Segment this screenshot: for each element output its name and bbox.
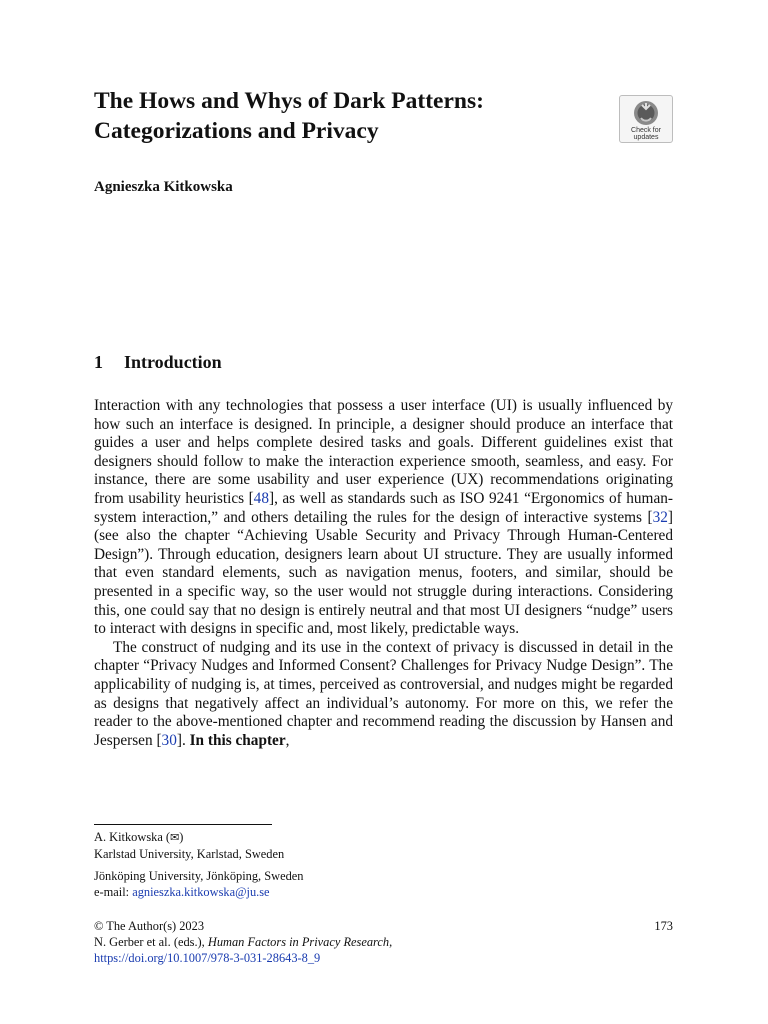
text-run: ], as well as standards such as ISO 9241 “Ergonomics of human-system interaction,” and others detailing the rules for the design of interactive systems [ [94,489,673,526]
paragraph-1 [94,397,673,639]
affiliation-block-1 [94,829,284,862]
citation-link-32[interactable]: 32 [652,508,668,526]
citation-prefix: N. Gerber et al. (eds.), [94,935,208,949]
text-run: ] (see also the chapter “Achieving Usable Security and Privacy Through Human-Centered Design”). Through education, designers learn about UI structure. They are usually informed that even standard elements, such as navigation menus, footers, and similar, should be presented in a specific way, so the user would not struggle during interactions. Considering this, one could say that no design is entirely neutral and that most UI designers “nudge” users to interact with designs in specific and, most likely, predictable ways. [94,508,673,638]
title-line-1: The Hows and Whys of Dark Patterns: [94,88,484,114]
paragraph-2 [94,639,673,751]
section-number: 1 [94,352,103,372]
title-line-2: Categorizations and Privacy [94,118,379,144]
page-number: 173 [654,919,673,933]
chapter-title [94,86,594,146]
affiliation-karlstad: Karlstad University, Karlstad, Sweden [94,847,285,861]
affiliation-block-2 [94,868,304,900]
doi-link[interactable]: https://doi.org/10.1007/978-3-031-28643-8_9 [94,951,321,965]
emphasis-text: In this chapter [189,731,286,749]
badge-label: Check for updates [631,127,661,141]
text-run: ) [179,830,184,844]
text-run: The construct of nudging and its use in the context of privacy is discussed in detail in the chapter “Privacy Nudges and Informed Consent? Challenges for Privacy Nudge Design”. The applicability of nudging is, at times, perceived as controversial, and nudges might be regarded as designs that negatively affect an individual’s autonomy. For more on this, we refer the reader to the above-mentioned chapter and recommend reading the discussion by Hansen and Jespersen [ [94,638,673,749]
book-title: Human Factors in Privacy Research [207,935,390,949]
envelope-icon: ✉ [170,831,180,844]
email-link[interactable]: agnieszka.kitkowska@ju.se [132,885,270,899]
text-run: , [389,935,393,949]
section-title: Introduction [124,352,222,372]
citation-link-48[interactable]: 48 [253,489,269,507]
section-heading [94,350,222,374]
text-run: , [285,731,290,749]
author-short: A. Kitkowska ( [94,830,171,844]
affiliation-jonkoping: Jönköping University, Jönköping, Sweden [94,869,304,883]
email-label: e-mail: [94,885,133,899]
text-run: Interaction with any technologies that possess a user interface (UI) is usually influenced by how such an interface is designed. In principle, a designer should produce an interface that guides a user and helps complete desired tasks and goals. Different guidelines exist that designers should follow to make the interaction experience smooth, seamless, and easy. For instance, there are some usability and user experience (UX) recommendations originating from usability heuristics [ [94,397,673,507]
author-name: Agnieszka Kitkowska [94,179,233,195]
body-text [94,397,673,750]
check-for-updates-icon [633,100,659,126]
footnote-divider [94,824,272,825]
text-run: ]. [176,731,190,749]
copyright-block [94,918,673,966]
citation-link-30[interactable]: 30 [161,731,177,749]
copyright-notice: © The Author(s) 2023 [94,919,205,933]
check-for-updates-badge[interactable] [619,95,673,143]
